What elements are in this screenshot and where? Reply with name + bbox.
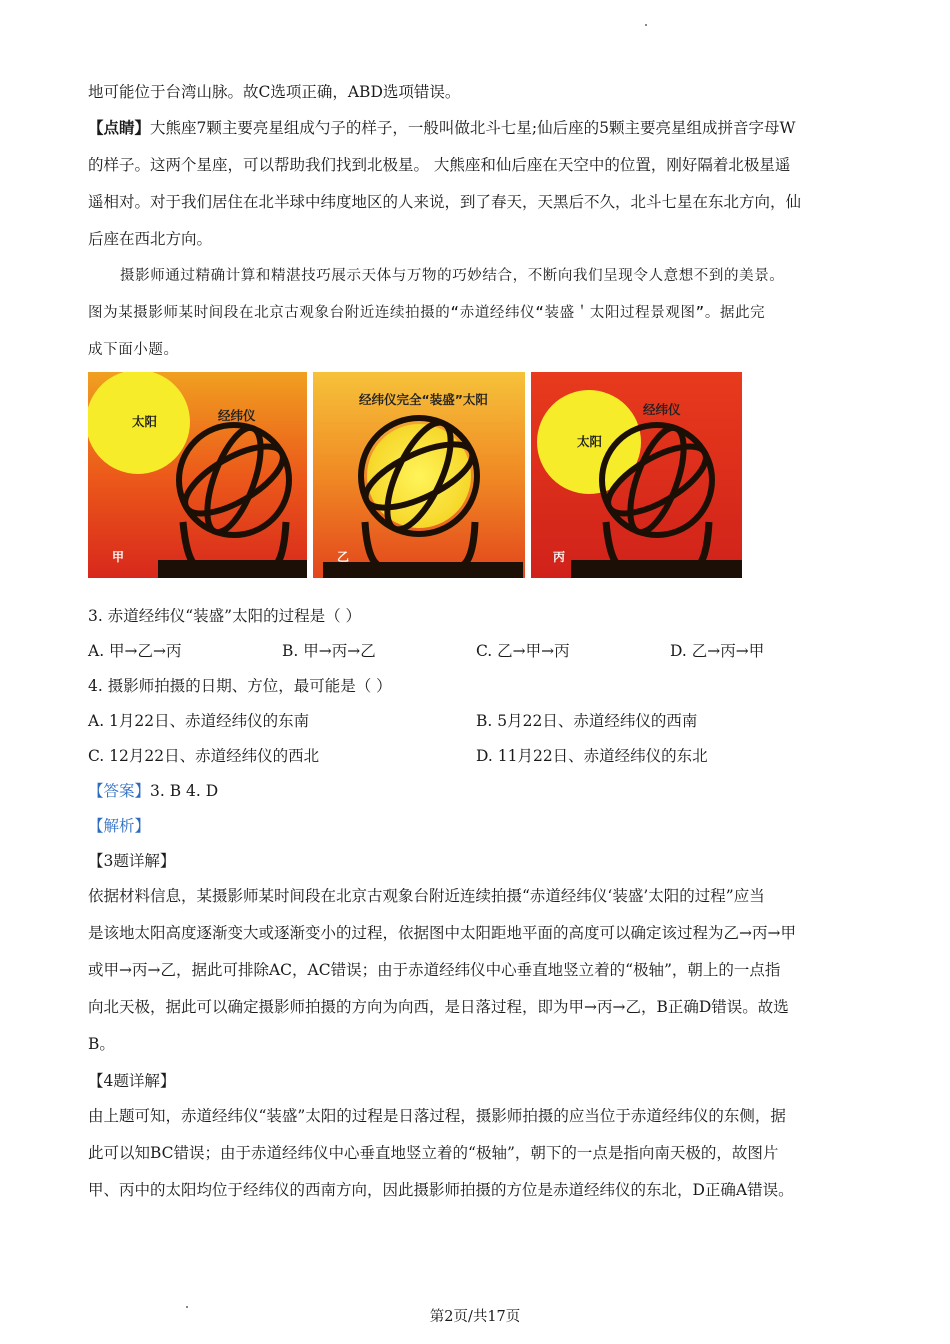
q3-option-d: D. 乙→丙→甲 [670, 642, 765, 660]
detail-4-line-3: 甲、丙中的太阳均位于经纬仪的西南方向，因此摄影师拍摄的方位是赤道经纬仪的东北，D正确A错误。 [88, 1181, 794, 1199]
detail-4-line-1: 由上题可知，赤道经纬仪“装盛”太阳的过程是日落过程，摄影师拍摄的应当位于赤道经纬仪的东侧，据 [88, 1107, 786, 1125]
q4-option-a: A. 1月22日、赤道经纬仪的东南 [88, 712, 310, 730]
material-line-1: 摄影师通过精确计算和精湛技巧展示天体与万物的巧妙结合，不断向我们呈现令人意想不到的美景。 [120, 268, 785, 284]
instrument-label: 经纬仪 [643, 402, 681, 417]
q3-option-a: A. 甲→乙→丙 [88, 642, 182, 660]
scan-speck [645, 24, 647, 26]
panel-corner-label: 乙 [337, 550, 350, 564]
answer-tag: 【答案】 [88, 782, 151, 800]
detail-3-line-3: 或甲→丙→乙，据此可排除AC，AC错误；由于赤道经纬仪中心垂直地竖立着的“极轴”，朝上的一点指 [88, 961, 781, 979]
instrument-label: 经纬仪 [218, 408, 256, 423]
q3-option-c: C. 乙→甲→丙 [476, 642, 570, 660]
q4-option-d: D. 11月22日、赤道经纬仪的东北 [476, 747, 708, 765]
detail-3-line-1: 依据材料信息，某摄影师某时间段在北京古观象台附近连续拍摄“赤道经纬仪‘装盛’太阳的过程”应当 [88, 887, 765, 905]
q4-option-c: C. 12月22日、赤道经纬仪的西北 [88, 747, 320, 765]
photo-panel-jia [88, 372, 307, 578]
dianjing-line-1 [88, 118, 868, 138]
detail-4-line-2: 此可以知BC错误；由于赤道经纬仪中心垂直地竖立着的“极轴”，朝下的一点是指向南天极的，故图片 [88, 1144, 779, 1162]
answer-line [88, 781, 868, 801]
detail-3-line-2: 是该地太阳高度逐渐变大或逐渐变小的过程，依据图中太阳距地平面的高度可以确定该过程为乙→丙→甲 [88, 924, 796, 942]
sun-label: 太阳 [132, 414, 158, 429]
sun-label: 太阳 [577, 434, 603, 449]
analysis-tag: 【解析】 [88, 817, 151, 835]
detail-3-line-4: 向北天极，据此可以确定摄影师拍摄的方向为向西，是日落过程，即为甲→丙→乙，B正确D错误。故选 [88, 998, 789, 1016]
photo-panel-bing [531, 372, 742, 578]
dianjing-line-3: 遥相对。对于我们居住在北半球中纬度地区的人来说，到了春天，天黑后不久，北斗七星在东北方向，仙 [88, 193, 802, 211]
figure-caption: 经纬仪完全“装盛”太阳 [359, 392, 488, 407]
material-line-2: 图为某摄影师某时间段在北京古观象台附近连续拍摄的“赤道经纬仪“装盛＇太阳过程景观图”。据此完 [88, 305, 766, 321]
material-line-3: 成下面小题。 [88, 342, 179, 358]
q4-option-b: B. 5月22日、赤道经纬仪的西南 [476, 712, 698, 730]
panel-corner-label: 甲 [112, 550, 125, 564]
detail-4-tag: 【4题详解】 [88, 1072, 176, 1090]
detail-3-tag: 【3题详解】 [88, 852, 176, 870]
question-4-stem: 4. 摄影师拍摄的日期、方位，最可能是（ ） [88, 677, 392, 695]
dianjing-tag: 【点睛】 [88, 118, 151, 137]
dianjing-line-2: 的样子。这两个星座，可以帮助我们找到北极星。 大熊座和仙后座在天空中的位置，刚好隔着北极星遥 [88, 156, 791, 174]
dianjing-line-4: 后座在西北方向。 [88, 230, 213, 248]
paragraph-line: 地可能位于台湾山脉。故C选项正确，ABD选项错误。 [88, 83, 461, 101]
detail-3-line-5: B。 [88, 1035, 115, 1053]
panel-corner-label: 丙 [553, 550, 566, 564]
answer-text: 3. B 4. D [150, 782, 219, 800]
q3-option-b: B. 甲→丙→乙 [282, 642, 376, 660]
page-footer: 第2页/共17页 [429, 1309, 521, 1325]
question-3-stem: 3. 赤道经纬仪“装盛”太阳的过程是（ ） [88, 607, 361, 625]
photo-panel-yi [313, 372, 525, 578]
dianjing-text-1: 大熊座7颗主要亮星组成勺子的样子，一般叫做北斗七星;仙后座的5颗主要亮星组成拼音字母W [150, 119, 796, 137]
